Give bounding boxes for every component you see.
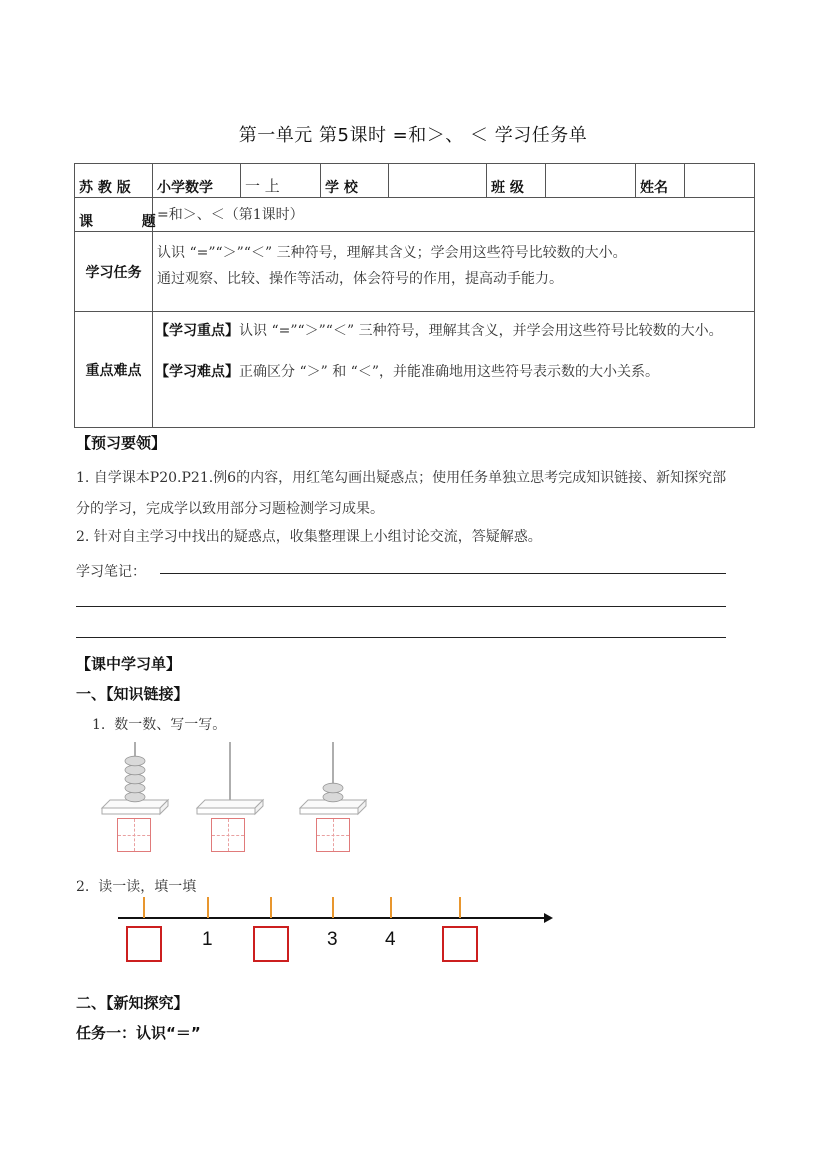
number-line-answer-box[interactable] [126,926,162,962]
preview-item-1: 1. 自学课本P20.P21.例6的内容，用红笔勾画出疑惑点；使用任务单独立思考完成知识链接、新知探究部分的学习，完成学以致用部分习题检测学习成果。 [76,470,727,517]
notes-line-2[interactable] [76,606,726,607]
notes-label: 学习笔记： [76,564,146,580]
page-title: 第一单元 第5课时 =和＞、 ＜ 学习任务单 [238,125,588,146]
abacus-3 [300,742,366,814]
abacus-base-front [197,808,255,814]
school-label: 学 校 [321,164,389,198]
notes-line-3[interactable] [76,637,726,638]
difficulty-block [155,360,752,384]
number-line-tick [270,897,272,918]
abacus-bead [125,765,145,775]
name-field[interactable] [685,164,755,198]
abacus-bead [125,756,145,766]
abacus-bead [125,774,145,784]
in-class-heading: 【课中学习单】 [76,655,182,673]
task-line-1: 认识 “=”“＞”“＜” 三种符号，理解其含义；学会用这些符号比较数的大小。 [157,245,627,261]
number-line-label: 1 [202,929,213,950]
info-table [74,163,755,428]
topic-label: 课 题 [75,198,153,232]
abacus-bead [125,783,145,793]
number-line-tick [207,897,209,918]
publisher-cell: 苏 教 版 [75,164,153,198]
answer-grid-2[interactable] [211,818,245,852]
abacus-bead [125,792,145,802]
abacus-bead [323,783,343,793]
number-line-tick [143,897,145,918]
preview-heading: 【预习要领】 [76,434,167,452]
number-line-label: 4 [385,929,396,950]
number-line-tick [390,897,392,918]
abacus-base-front [300,808,358,814]
preview-item-2: 2. 针对自主学习中找出的疑惑点，收集整理课上小组讨论交流，答疑解惑。 [76,529,542,545]
difficulty-text: 正确区分 “＞” 和 “＜”，并能准确地用这些符号表示数的大小关系。 [239,364,659,380]
question-2: 2. 读一读，填一填 [76,879,197,895]
number-line-tick [459,897,461,918]
task-line-2: 通过观察、比较、操作等活动，体会符号的作用，提高动手能力。 [157,271,563,287]
focus-block [155,316,752,346]
number-line-answer-box[interactable] [442,926,478,962]
notes-line-1[interactable] [160,573,726,574]
name-label: 姓名 [636,164,685,198]
difficulty-tag: 【学习难点】 [155,364,239,380]
task-label: 学习任务 [75,232,153,312]
school-field[interactable] [389,164,487,198]
number-line-tick [332,897,334,918]
focus-tag: 【学习重点】 [155,323,239,339]
abacus-bead [323,792,343,802]
grade-cell: 一 上 [241,164,321,198]
knowledge-link-heading: 一、【知识链接】 [76,685,189,703]
topic-value: =和＞、＜（第1课时） [153,198,755,232]
task-one-heading: 任务一：认识“＝” [76,1024,201,1042]
abacus-1 [102,742,168,814]
number-line-label: 3 [327,929,338,950]
answer-grid-1[interactable] [117,818,151,852]
abacus-base-front [102,808,160,814]
class-field[interactable] [546,164,636,198]
focus-text: 认识 “=”“＞”“＜” 三种符号，理解其含义，并学会用这些符号比较数的大小。 [239,323,723,339]
class-label: 班 级 [487,164,546,198]
abacus-2 [197,742,263,814]
question-1: 1. 数一数、写一写。 [92,717,227,733]
answer-grid-3[interactable] [316,818,350,852]
abacus-base-top [197,800,263,808]
keypoints-label: 重点难点 [75,312,153,428]
number-line-arrow-icon [544,913,553,923]
subject-cell: 小学数学 [153,164,241,198]
new-knowledge-heading: 二、【新知探究】 [76,994,189,1012]
number-line-answer-box[interactable] [253,926,289,962]
